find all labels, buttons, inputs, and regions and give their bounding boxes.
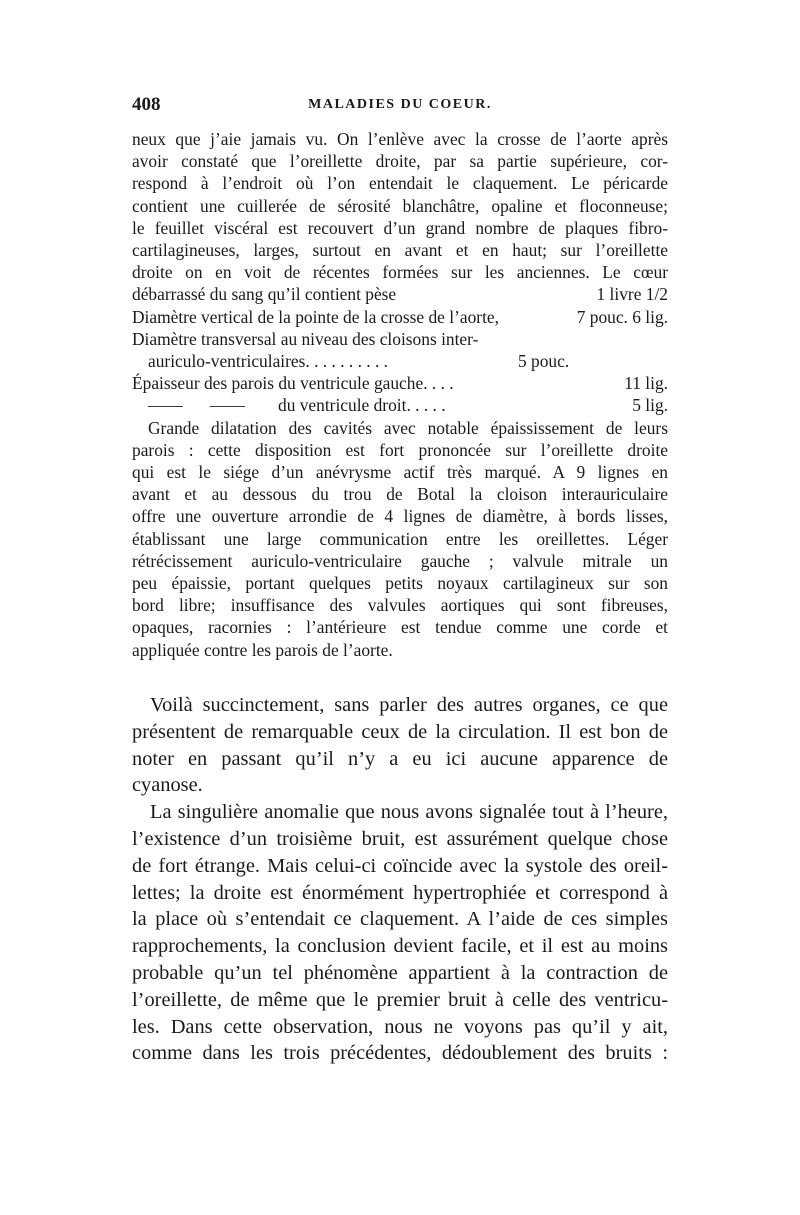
page-header bbox=[132, 94, 668, 120]
measurement-row bbox=[132, 306, 668, 328]
text-line: parois : cette disposition est fort prononcée sur l’oreillette droite bbox=[132, 439, 668, 460]
text-line: noter en passant qu’il n’y a eu ici aucune apparence de bbox=[132, 747, 668, 770]
measurement-value: 5 lig. bbox=[632, 395, 668, 416]
text-line: probable qu’un tel phénomène appartient à la contraction de bbox=[132, 961, 668, 984]
measurement-label: débarrassé du sang qu’il contient pèse bbox=[132, 284, 397, 305]
text-line: rapprochements, la conclusion devient facile, et il est au moins bbox=[132, 935, 668, 958]
measurement-row bbox=[132, 283, 668, 305]
measurement-label: auriculo-ventriculaires. . . . . . . . . . bbox=[148, 351, 389, 371]
text-line: Grande dilatation des cavités avec notable épaississement de leurs bbox=[148, 417, 668, 438]
text-line: avant et au dessous du trou de Botal la cloison interauriculaire bbox=[132, 484, 668, 505]
measurement-row bbox=[132, 394, 668, 416]
ditto-dash: —— bbox=[210, 395, 245, 416]
paragraph bbox=[132, 799, 668, 1067]
right-ventricle-label: du ventricule droit. . . . . bbox=[278, 395, 446, 416]
measurement-label: Épaisseur des parois du ventricule gauche. . . . bbox=[132, 373, 454, 394]
text-line: contient une cuillerée de sérosité blanchâtre, opaline et floconneuse; bbox=[132, 195, 668, 216]
text-line: de fort étrange. Mais celui-ci coïncide avec la systole des oreil- bbox=[132, 854, 668, 877]
text-line: l’existence d’un troisième bruit, est assurément quelque chose bbox=[132, 827, 668, 850]
text-line: cyanose. bbox=[132, 774, 203, 797]
page-number: 408 bbox=[132, 94, 161, 115]
text-line: comme dans les trois précédentes, dédoublement des bruits : bbox=[132, 1042, 668, 1065]
text-line: avoir constaté que l’oreillette droite, par sa partie supérieure, cor- bbox=[132, 151, 668, 172]
measurement-value: 7 pouc. 6 lig. bbox=[576, 306, 668, 327]
ditto-dash: —— bbox=[148, 395, 183, 416]
text-line: la place où s’entendait ce claquement. A l’aide de ces simples bbox=[132, 908, 668, 931]
text-line: rétrécissement auriculo-ventriculaire gauche ; valvule mitrale un bbox=[132, 550, 668, 571]
commentary-text bbox=[132, 692, 668, 1067]
text-line: respond à l’endroit où l’on entendait le claquement. Le péricarde bbox=[132, 173, 668, 194]
measurement-value: 1 livre 1/2 bbox=[596, 284, 668, 305]
text-line: lettes; la droite est énormément hypertrophiée et correspond à bbox=[132, 881, 668, 904]
text-line: offre une ouverture arrondie de 4 lignes de diamètre, à bords lisses, bbox=[132, 506, 668, 527]
text-line: La singulière anomalie que nous avons signalée tout à l’heure, bbox=[150, 801, 668, 824]
case-report-text bbox=[132, 128, 668, 661]
text-line: droite on en voit de récentes formées sur les anciennes. Le cœur bbox=[132, 262, 668, 283]
measurement-row bbox=[132, 350, 668, 372]
text-line: bord libre; insuffisance des valvules aortiques qui sont fibreuses, bbox=[132, 595, 668, 616]
text-line: le feuillet viscéral est recouvert d’un grand nombre de plaques fibro- bbox=[132, 217, 668, 238]
text-line: l’oreillette, de même que le premier bruit à celle des ventricu- bbox=[132, 988, 668, 1011]
text-line: présentent de remarquable ceux de la circulation. Il est bon de bbox=[132, 720, 668, 743]
running-head: MALADIES DU COEUR. bbox=[308, 97, 492, 112]
text-line: les. Dans cette observation, nous ne voyons pas qu’il y ait, bbox=[132, 1015, 668, 1038]
text-line: établissant une large communication entre les oreillettes. Léger bbox=[132, 528, 668, 549]
text-line: qui est le siége d’un anévrysme actif très marqué. A 9 lignes en bbox=[132, 461, 668, 482]
text-line: neux que j’aie jamais vu. On l’enlève avec la crosse de l’aorte après bbox=[132, 129, 668, 149]
measurement-value: 5 pouc. bbox=[518, 351, 570, 371]
measurement-label: Diamètre vertical de la pointe de la crosse de l’aorte, bbox=[132, 306, 499, 327]
paragraph bbox=[132, 692, 668, 799]
text-line: opaques, racornies : l’antérieure est tendue comme une corde et bbox=[132, 617, 668, 638]
text-line: Voilà succinctement, sans parler des autres organes, ce que bbox=[150, 694, 668, 716]
measurement-value: 11 lig. bbox=[624, 373, 668, 394]
text-line: cartilagineuses, larges, surtout en avant et en haut; sur l’oreillette bbox=[132, 240, 668, 261]
text-line: appliquée contre les parois de l’aorte. bbox=[132, 639, 393, 660]
measurement-row bbox=[132, 372, 668, 394]
text-line: peu épaissie, portant quelques petits noyaux cartilagineux sur son bbox=[132, 572, 668, 593]
measurement-label bbox=[132, 394, 578, 416]
text-line: Diamètre transversal au niveau des cloisons inter- bbox=[132, 328, 479, 349]
